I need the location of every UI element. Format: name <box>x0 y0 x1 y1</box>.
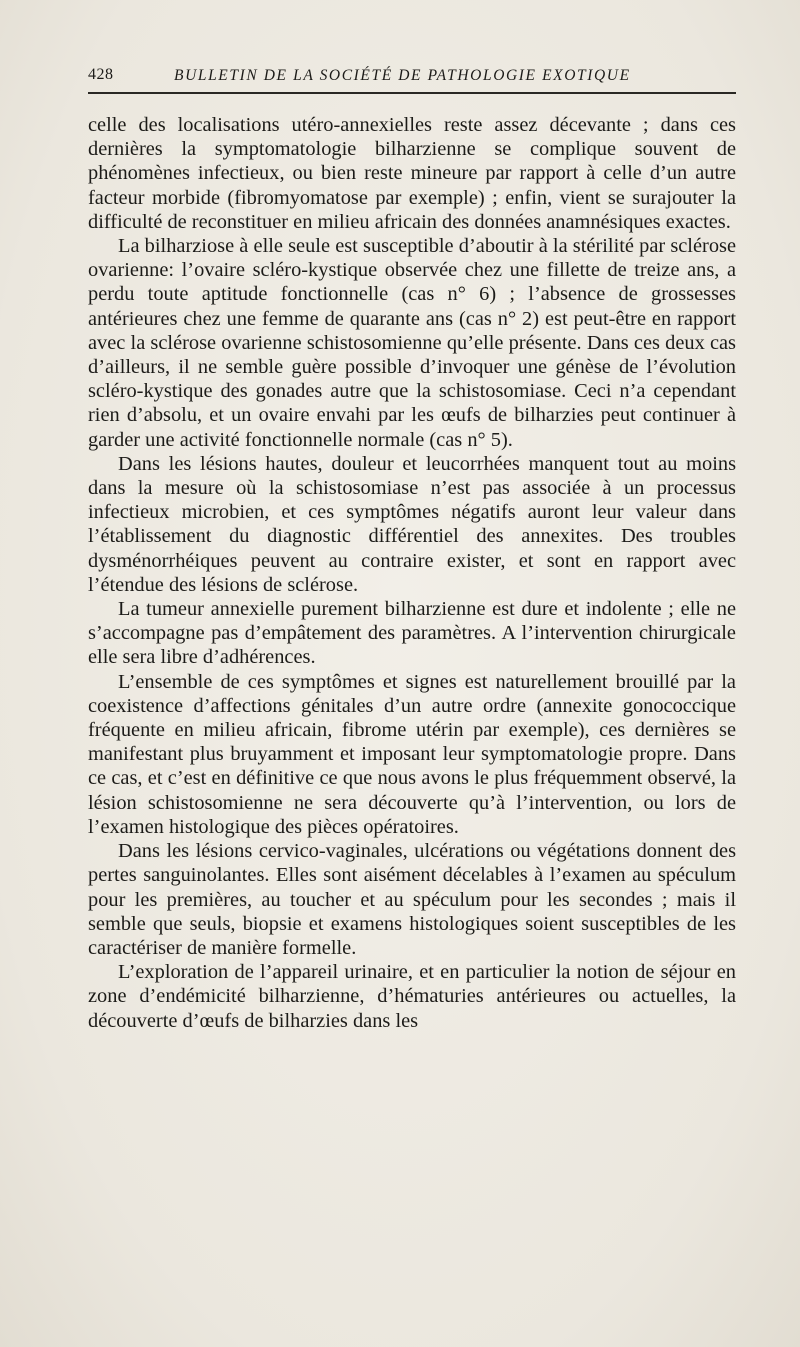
paragraph-coexisting-affections: L’ensemble de ces symptômes et signes est naturellement brouillé par la coexistence d’affections génitales d’un autre ordre (annexite gonococcique fréquente en milieu africain, fibrome utérin par exemple), ces dernières se manifestant plus bruyamment et imposant leur symptomatologie propre. Dans ce cas, et c’est en définitive ce que nous avons le plus fréquemment observé, la lésion schistosomienne ne sera découverte qu’à l’intervention, ou lors de l’examen histologique des pièces opératoires. <box>88 670 736 838</box>
paragraph-adnexal-tumor: La tumeur annexielle purement bilharzienne est dure et indolente ; elle ne s’accompagne pas d’empâtement des paramètres. A l’intervention chirurgicale elle sera libre d’adhérences. <box>88 598 736 669</box>
page-number: 428 <box>88 66 114 83</box>
paragraph-sterility: La bilharziose à elle seule est susceptible d’aboutir à la stérilité par sclérose ovarienne: l’ovaire scléro-kystique observée chez une fillette de treize ans, a perdu toute aptitude fonctionnelle (cas n° 6) ; l’absence de grossesses antérieures chez une femme de quarante ans (cas n° 2) est peut-être en rapport avec la sclérose ovarienne schistosomienne qu’elle présente. Dans ces deux cas d’ailleurs, il ne semble guère possible d’invoquer une génèse de l’évolution scléro-kystique des gonades autre que la schistosomiase. Ceci n’a cependant rien d’absolu, et un ovaire envahi par les œufs de bilharzies peut continuer à garder une activité fonctionnelle normale (cas n° 5). <box>88 235 736 451</box>
paragraph-cervico-vaginal: Dans les lésions cervico-vaginales, ulcérations ou végétations donnent des pertes sanguinolantes. Elles sont aisément décelables à l’examen au spéculum pour les premières, au toucher et au spéculum pour les secondes ; mais il semble que seuls, biopsie et examens histologiques soient susceptibles de les caractériser de manière formelle. <box>88 840 736 959</box>
article-body <box>88 113 736 1033</box>
paragraph-continuation: celle des localisations utéro-annexielles reste assez décevante ; dans ces dernières la symptomatologie bilharzienne se complique souvent de phénomènes infectieux, ou bien reste mineure par rapport à celle d’un autre facteur morbide (fibromyomatose par exemple) ; enfin, vient se surajouter la difficulté de reconstituer en milieu africain des données anamnésiques exactes. <box>88 114 736 233</box>
running-header <box>88 62 736 94</box>
running-title: BULLETIN DE LA SOCIÉTÉ DE PATHOLOGIE EXOTIQUE <box>174 67 631 84</box>
paragraph-upper-lesions: Dans les lésions hautes, douleur et leucorrhées manquent tout au moins dans la mesure où la schistosomiase n’est pas associée à un processus infectieux microbien, et ces symptômes négatifs auront leur valeur dans l’établissement du diagnostic différentiel des annexites. Des troubles dysménorrhéiques peuvent au contraire exister, et sont en rapport avec l’étendue des lésions de sclérose. <box>88 452 736 596</box>
paragraph-urinary-exploration: L’exploration de l’appareil urinaire, et en particulier la notion de séjour en zone d’endémicité bilharzienne, d’hématuries antérieures ou actuelles, la découverte d’œufs de bilharzies dans les <box>88 961 736 1032</box>
